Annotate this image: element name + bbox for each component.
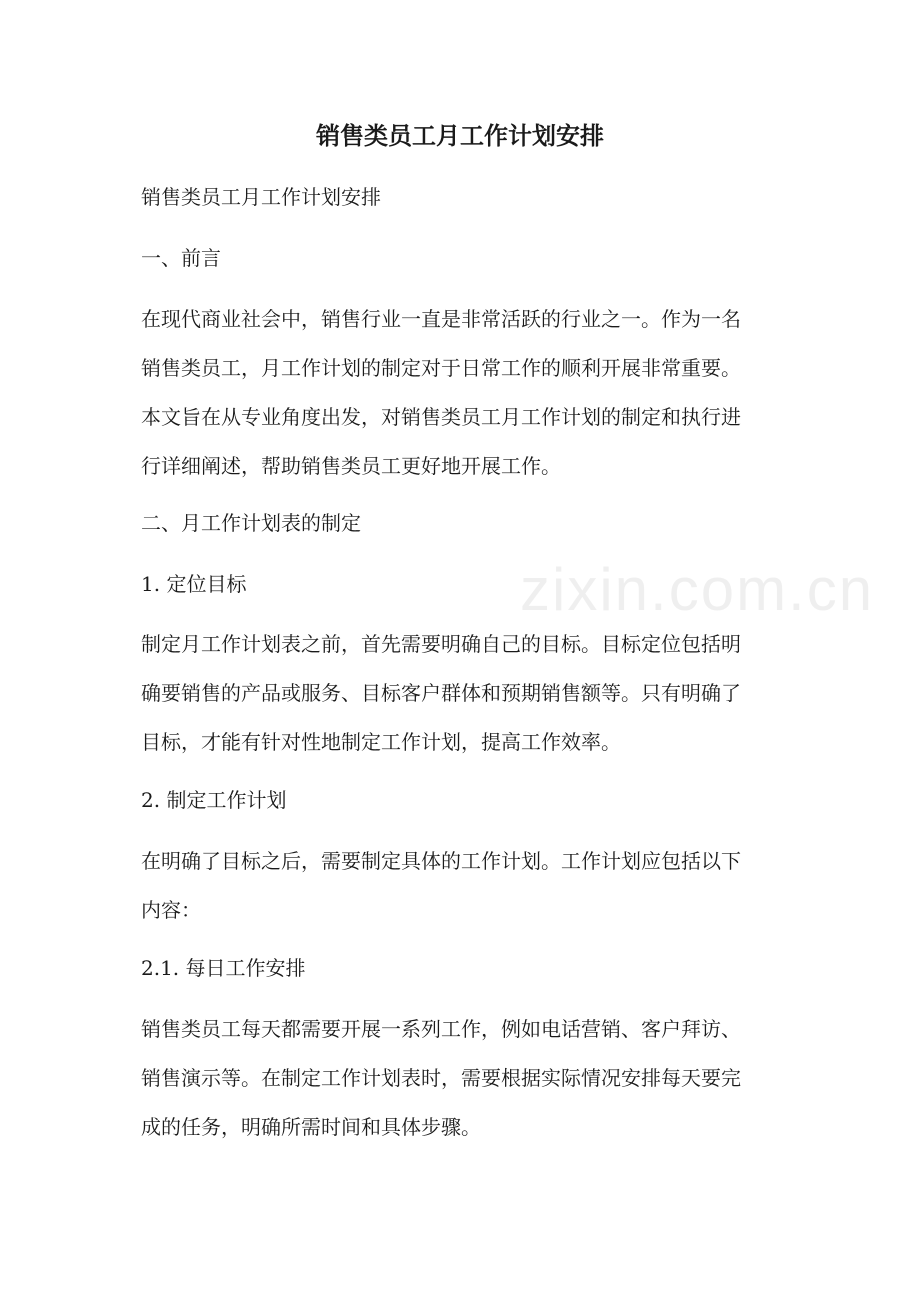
make-plan-line-1: 在明确了目标之后，需要制定具体的工作计划。工作计划应包括以下 — [141, 849, 741, 873]
preface-line-3: 本文旨在从专业角度出发，对销售类员工月工作计划的制定和执行进 — [141, 405, 741, 429]
preface-heading: 一、前言 — [141, 246, 221, 270]
target-line-3: 目标，才能有针对性地制定工作计划，提高工作效率。 — [141, 730, 621, 754]
preface-line-4: 行详细阐述，帮助销售类员工更好地开展工作。 — [141, 454, 561, 478]
plan-heading: 二、月工作计划表的制定 — [141, 511, 361, 535]
watermark-text: zixin.com.cn — [520, 556, 875, 623]
daily-heading: 2.1. 每日工作安排 — [141, 956, 306, 980]
daily-line-1: 销售类员工每天都需要开展一系列工作，例如电话营销、客户拜访、 — [141, 1017, 741, 1041]
target-heading: 1. 定位目标 — [141, 572, 247, 596]
daily-line-2: 销售演示等。在制定工作计划表时，需要根据实际情况安排每天要完 — [141, 1066, 741, 1090]
target-line-2: 确要销售的产品或服务、目标客户群体和预期销售额等。只有明确了 — [141, 681, 741, 705]
daily-line-3: 成的任务，明确所需时间和具体步骤。 — [141, 1115, 481, 1139]
document-title: 销售类员工月工作计划安排 — [316, 121, 604, 150]
preface-line-1: 在现代商业社会中，销售行业一直是非常活跃的行业之一。作为一名 — [141, 307, 741, 331]
preface-line-2: 销售类员工，月工作计划的制定对于日常工作的顺利开展非常重要。 — [141, 356, 741, 380]
target-line-1: 制定月工作计划表之前，首先需要明确自己的目标。目标定位包括明 — [141, 632, 741, 656]
make-plan-heading: 2. 制定工作计划 — [141, 788, 287, 812]
make-plan-line-2: 内容： — [141, 898, 201, 922]
document-subtitle: 销售类员工月工作计划安排 — [141, 185, 381, 209]
